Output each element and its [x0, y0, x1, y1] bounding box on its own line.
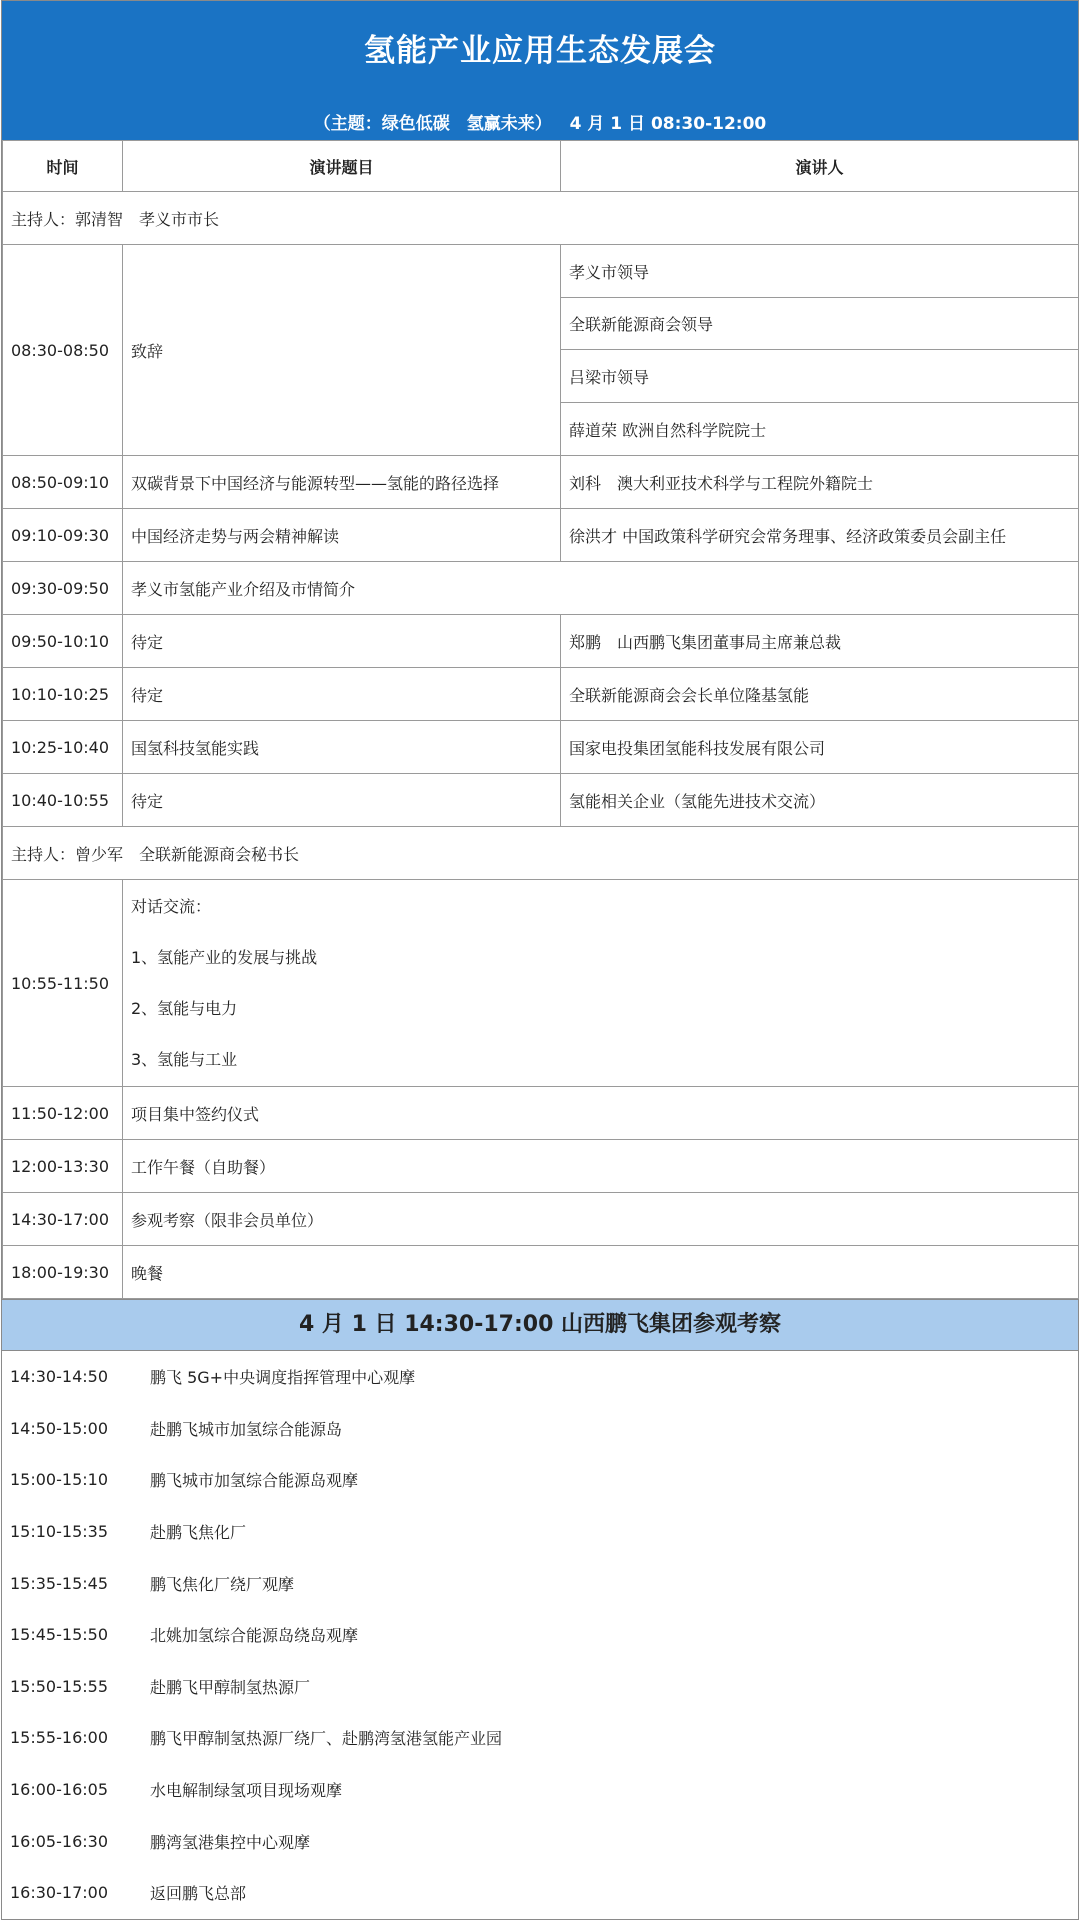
dialogue-line: 3、氢能与工业 [131, 1050, 238, 1069]
event-theme: （主题：绿色低碳 氢赢未来） [313, 114, 552, 134]
tour-time: 15:00-15:10 [10, 1470, 108, 1490]
intro-time: 09:30-09:50 [3, 562, 123, 615]
list-item [2, 1712, 1078, 1764]
table-row [3, 1087, 1079, 1140]
session-time: 10:10-10:25 [3, 668, 123, 721]
table-row [3, 509, 1079, 562]
opening-speaker: 吕梁市领导 [561, 350, 1079, 403]
intro-topic: 孝义市氢能产业介绍及市情简介 [123, 562, 1079, 615]
table-row [3, 1140, 1079, 1193]
session-time: 14:30-17:00 [3, 1193, 123, 1246]
agenda-document [1, 0, 1079, 1920]
tour-time: 16:00-16:05 [10, 1780, 108, 1800]
tour-desc: 赴鹏飞焦化厂 [150, 1523, 247, 1543]
table-header-row [3, 141, 1079, 192]
session-time: 09:50-10:10 [3, 615, 123, 668]
opening-speaker: 薛道荣 欧洲自然科学院院士 [561, 403, 1079, 456]
tour-time: 15:55-16:00 [10, 1728, 108, 1748]
tour-time: 15:45-15:50 [10, 1625, 108, 1645]
session-time: 18:00-19:30 [3, 1246, 123, 1299]
table-row [3, 774, 1079, 827]
session-time: 09:10-09:30 [3, 509, 123, 562]
table-row [3, 615, 1079, 668]
list-item [2, 1454, 1078, 1506]
tour-time: 16:05-16:30 [10, 1831, 108, 1851]
tour-time: 16:30-17:00 [10, 1883, 108, 1903]
host-row [3, 827, 1079, 880]
session-speaker: 郑鹏 山西鹏飞集团董事局主席兼总裁 [561, 615, 1079, 668]
dialogue-line: 2、氢能与电力 [131, 999, 238, 1018]
tour-desc: 鹏飞 5G+中央调度指挥管理中心观摩 [150, 1368, 416, 1388]
table-row [3, 245, 1079, 298]
host-row [3, 192, 1079, 245]
tour-desc: 水电解制绿氢项目现场观摩 [150, 1781, 343, 1801]
session-speaker: 氢能相关企业（氢能先进技术交流） [561, 774, 1079, 827]
tour-time: 14:30-14:50 [10, 1367, 108, 1387]
session-topic: 待定 [123, 774, 561, 827]
list-item [2, 1351, 1078, 1403]
dialogue-time: 10:55-11:50 [3, 880, 123, 1087]
table-row [3, 562, 1079, 615]
session-speaker: 全联新能源商会会长单位隆基氢能 [561, 668, 1079, 721]
list-item [2, 1506, 1078, 1558]
tour-desc: 鹏飞城市加氢综合能源岛观摩 [150, 1471, 359, 1491]
tour-desc: 北姚加氢综合能源岛绕岛观摩 [150, 1626, 359, 1646]
header-speaker: 演讲人 [561, 141, 1079, 192]
table-row [3, 1193, 1079, 1246]
dialogue-content [123, 880, 1079, 1087]
session-time: 08:50-09:10 [3, 456, 123, 509]
table-row [3, 880, 1079, 1087]
tour-desc: 鹏飞甲醇制氢热源厂绕厂、赴鹏湾氢港氢能产业园 [150, 1729, 503, 1749]
tour-time: 15:35-15:45 [10, 1573, 108, 1593]
session-topic: 晚餐 [123, 1246, 1079, 1299]
tour-time: 14:50-15:00 [10, 1418, 108, 1438]
table-row [3, 668, 1079, 721]
list-item [2, 1661, 1078, 1713]
session-time: 10:25-10:40 [3, 721, 123, 774]
session-topic: 双碳背景下中国经济与能源转型——氢能的路径选择 [123, 456, 561, 509]
list-item [2, 1815, 1078, 1867]
event-datetime: 4 月 1 日 08:30-12:00 [569, 114, 767, 134]
event-title: 氢能产业应用生态发展会 [364, 33, 716, 69]
tour-section-title: 4 月 1 日 14:30-17:00 山西鹏飞集团参观考察 [2, 1299, 1078, 1351]
host-2: 主持人：曾少军 全联新能源商会秘书长 [3, 827, 1079, 880]
table-row [3, 721, 1079, 774]
list-item [2, 1609, 1078, 1661]
session-speaker: 刘科 澳大利亚技术科学与工程院外籍院士 [561, 456, 1079, 509]
tour-desc: 赴鹏飞城市加氢综合能源岛 [150, 1419, 343, 1439]
tour-desc: 鹏飞焦化厂绕厂观摩 [150, 1574, 295, 1594]
agenda-table [2, 140, 1079, 1299]
session-topic: 中国经济走势与两会精神解读 [123, 509, 561, 562]
opening-topic: 致辞 [123, 245, 561, 456]
dialogue-line: 对话交流： [131, 897, 212, 916]
tour-time: 15:50-15:55 [10, 1676, 108, 1696]
header-time: 时间 [3, 141, 123, 192]
list-item [2, 1557, 1078, 1609]
session-topic: 项目集中签约仪式 [123, 1087, 1079, 1140]
tour-desc: 返回鹏飞总部 [150, 1884, 247, 1904]
opening-speaker: 孝义市领导 [561, 245, 1079, 298]
header-topic: 演讲题目 [123, 141, 561, 192]
session-topic: 国氢科技氢能实践 [123, 721, 561, 774]
host-1: 主持人：郭清智 孝义市市长 [3, 192, 1079, 245]
event-subtitle [2, 109, 1078, 134]
tour-desc: 鹏湾氢港集控中心观摩 [150, 1832, 311, 1852]
session-time: 12:00-13:30 [3, 1140, 123, 1193]
list-item [2, 1764, 1078, 1816]
session-topic: 待定 [123, 615, 561, 668]
session-time: 11:50-12:00 [3, 1087, 123, 1140]
table-row [3, 456, 1079, 509]
tour-schedule [2, 1351, 1078, 1919]
title-banner [2, 1, 1078, 140]
session-speaker: 徐洪才 中国政策科学研究会常务理事、经济政策委员会副主任 [561, 509, 1079, 562]
session-topic: 工作午餐（自助餐） [123, 1140, 1079, 1193]
dialogue-line: 1、氢能产业的发展与挑战 [131, 948, 318, 967]
tour-desc: 赴鹏飞甲醇制氢热源厂 [150, 1677, 311, 1697]
list-item [2, 1403, 1078, 1455]
session-topic: 待定 [123, 668, 561, 721]
session-time: 10:40-10:55 [3, 774, 123, 827]
list-item [2, 1867, 1078, 1919]
opening-speaker: 全联新能源商会领导 [561, 298, 1079, 350]
session-speaker: 国家电投集团氢能科技发展有限公司 [561, 721, 1079, 774]
tour-time: 15:10-15:35 [10, 1522, 108, 1542]
table-row [3, 1246, 1079, 1299]
session-topic: 参观考察（限非会员单位） [123, 1193, 1079, 1246]
opening-time: 08:30-08:50 [3, 245, 123, 456]
